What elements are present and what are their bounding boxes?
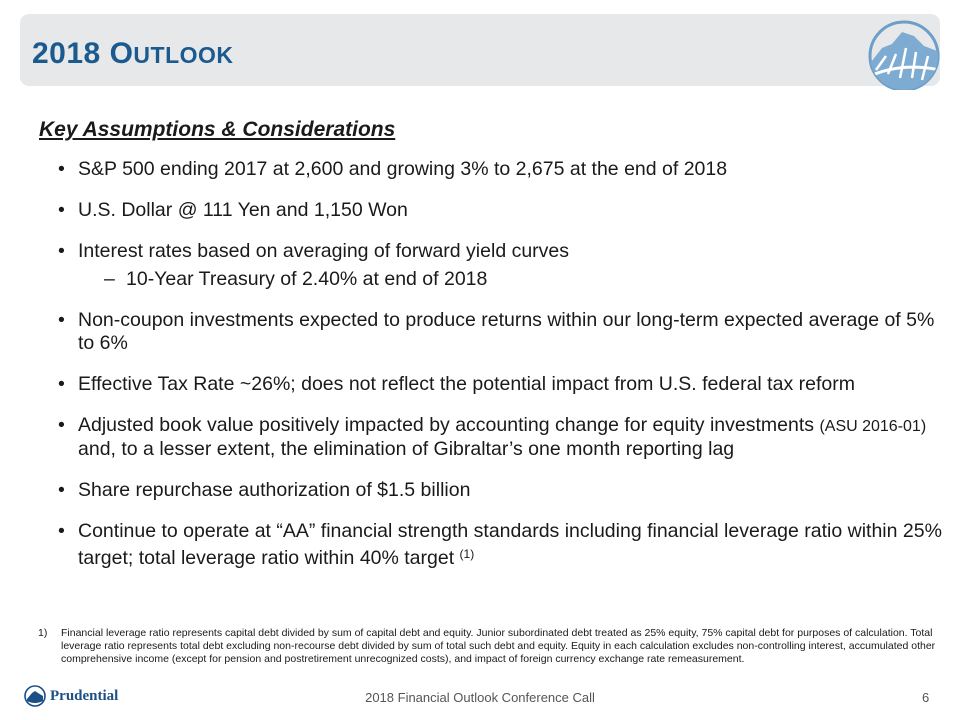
footnote-text: Financial leverage ratio represents capital debt divided by sum of capital debt and equity. Junior subordinated debt treated as 25% equity, 75% capital debt for purposes of calculation. Total leverage ratio represents total debt excluding non-recourse debt divided by sum of total such debt and equity. Equity in each calculation excludes non-controlling interest, accumulated other comprehensive income (except for pension and postretirement unrecognized costs), and impact of foreign currency exchange rate remeasurement. (61, 627, 936, 665)
list-item-interest-rates: • Interest rates based on averaging of forward yield curves (56, 240, 946, 263)
title-initial: 2018 O (32, 37, 134, 70)
assumptions-list (56, 158, 946, 588)
list-item-dollar: • U.S. Dollar @ 111 Yen and 1,150 Won (56, 199, 946, 222)
page-number: 6 (922, 690, 930, 705)
brand-name: Prudential (50, 687, 119, 704)
asu-reference: (ASU 2016-01) (819, 418, 927, 435)
list-item-financial-strength (56, 520, 946, 570)
title-rest: UTLOOK (133, 42, 234, 68)
list-item-book-value (56, 414, 946, 461)
page-title (32, 37, 234, 71)
sub-item-treasury: – 10-Year Treasury of 2.40% at end of 2018 (104, 268, 946, 291)
financial-strength-text: Continue to operate at “AA” financial strength standards including financial leverage ratio within 25% target; total leverage ratio within 40% target (78, 520, 942, 569)
rock-of-gibraltar-icon (862, 18, 942, 90)
list-item-tax-rate: • Effective Tax Rate ~26%; does not reflect the potential impact from U.S. federal tax reform (56, 373, 946, 396)
list-item-sp500: • S&P 500 ending 2017 at 2,600 and growing 3% to 2,675 at the end of 2018 (56, 158, 946, 181)
list-item-non-coupon: • Non-coupon investments expected to produce returns within our long-term expected average of 5% to 6% (56, 309, 946, 355)
book-value-text-1: Adjusted book value positively impacted by accounting change for equity investments (78, 414, 820, 436)
footer-title: 2018 Financial Outlook Conference Call (365, 690, 595, 705)
footnote-marker: 1) (38, 627, 48, 639)
key-assumptions-heading: Key Assumptions & Considerations (39, 118, 396, 141)
footnote-reference: (1) (459, 547, 475, 561)
footnote (38, 627, 938, 666)
book-value-text-2: and, to a lesser extent, the elimination of Gibraltar’s one month reporting lag (78, 438, 735, 460)
list-item-share-repurchase: • Share repurchase authorization of $1.5 billion (56, 479, 946, 502)
